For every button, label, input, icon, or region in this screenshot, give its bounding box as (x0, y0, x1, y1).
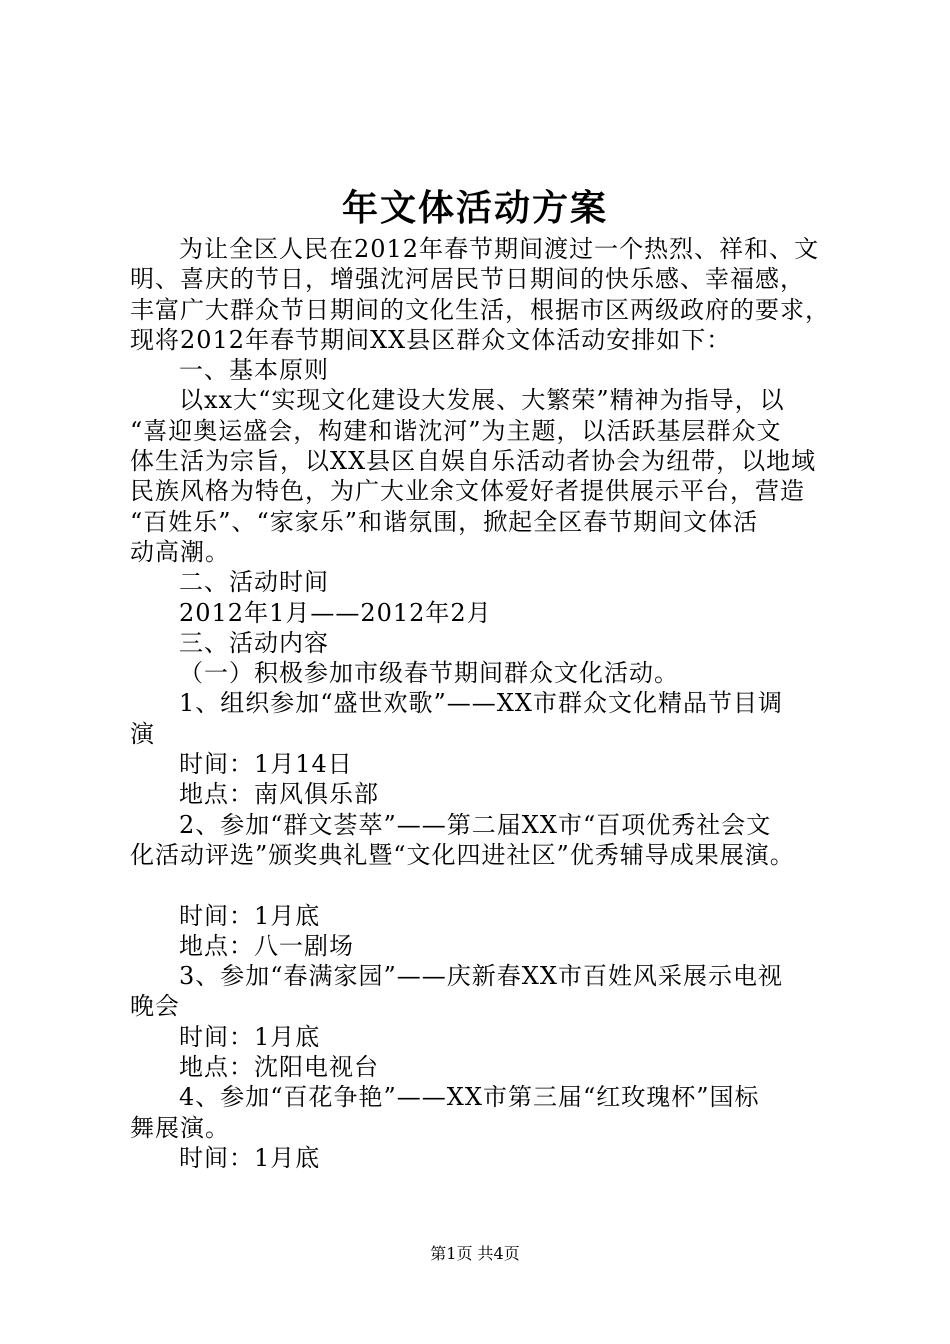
blank-line (130, 870, 840, 900)
paragraph-line: 3、参加“春满家园”——庆新春XX市百姓风采展示电视 (179, 962, 783, 991)
document-body (130, 234, 840, 1173)
paragraph-line: 现将2012年春节期间XX县区群众文体活动安排如下： (130, 325, 732, 354)
paragraph-line: “喜迎奥运盛会，构建和谐沈河”为主题，以活跃基层群众文 (130, 416, 782, 445)
paragraph-line: 舞展演。 (130, 1113, 230, 1142)
paragraph-line: 1、组织参加“盛世欢歌”——XX市群众文化精品节目调 (179, 689, 783, 718)
paragraph-line: 时间：1月底 (179, 1143, 321, 1172)
paragraph-line: 2012年1月——2012年2月 (179, 598, 492, 627)
section-heading: 二、活动时间 (179, 568, 329, 597)
paragraph-line: 4、参加“百花争艳”——XX市第三届“红玫瑰杯”国标 (179, 1083, 760, 1112)
section-heading: 三、活动内容 (179, 628, 329, 657)
paragraph-line: 晚会 (130, 992, 180, 1021)
page-number: 第1页 共4页 (430, 1244, 520, 1263)
section-heading: 一、基本原则 (179, 356, 329, 385)
paragraph-line: 民族风格为特色，为广大业余文体爱好者提供展示平台，营造 (130, 477, 805, 506)
paragraph-line: 时间：1月14日 (179, 750, 353, 779)
paragraph-line: 地点：八一剧场 (179, 931, 354, 960)
paragraph-line: 动高潮。 (130, 537, 230, 566)
paragraph-line: 明、喜庆的节日，增强沈河居民节日期间的快乐感、幸福感， (130, 265, 805, 294)
paragraph-line: 演 (130, 719, 155, 748)
paragraph-line: 地点：南风俱乐部 (179, 780, 379, 809)
paragraph-line: 地点：沈阳电视台 (179, 1053, 379, 1082)
paragraph-line: 时间：1月底 (179, 1022, 321, 1051)
paragraph-line: 以xx大“实现文化建设大发展、大繁荣”精神为指导，以 (179, 386, 785, 415)
paragraph-line: 化活动评选”颁奖典礼暨“文化四进社区”优秀辅导成果展演。 (130, 840, 795, 869)
paragraph-line: 2、参加“群文荟萃”——第二届XX市“百项优秀社会文 (179, 810, 772, 839)
paragraph-line: “百姓乐”、“家家乐”和谐氛围，掀起全区春节期间文体活 (130, 507, 759, 536)
paragraph-line: 时间：1月底 (179, 901, 321, 930)
paragraph-line: 丰富广大群众节日期间的文化生活，根据市区两级政府的要求， (130, 295, 830, 324)
paragraph-line: 为让全区人民在2012年春节期间渡过一个热烈、祥和、文 (179, 235, 820, 263)
document-title: 年文体活动方案 (341, 187, 608, 229)
subsection-heading: （一）积极参加市级春节期间群众文化活动。 (179, 659, 679, 688)
paragraph-line: 体生活为宗旨，以XX县区自娱自乐活动者协会为纽带，以地域 (130, 447, 817, 476)
